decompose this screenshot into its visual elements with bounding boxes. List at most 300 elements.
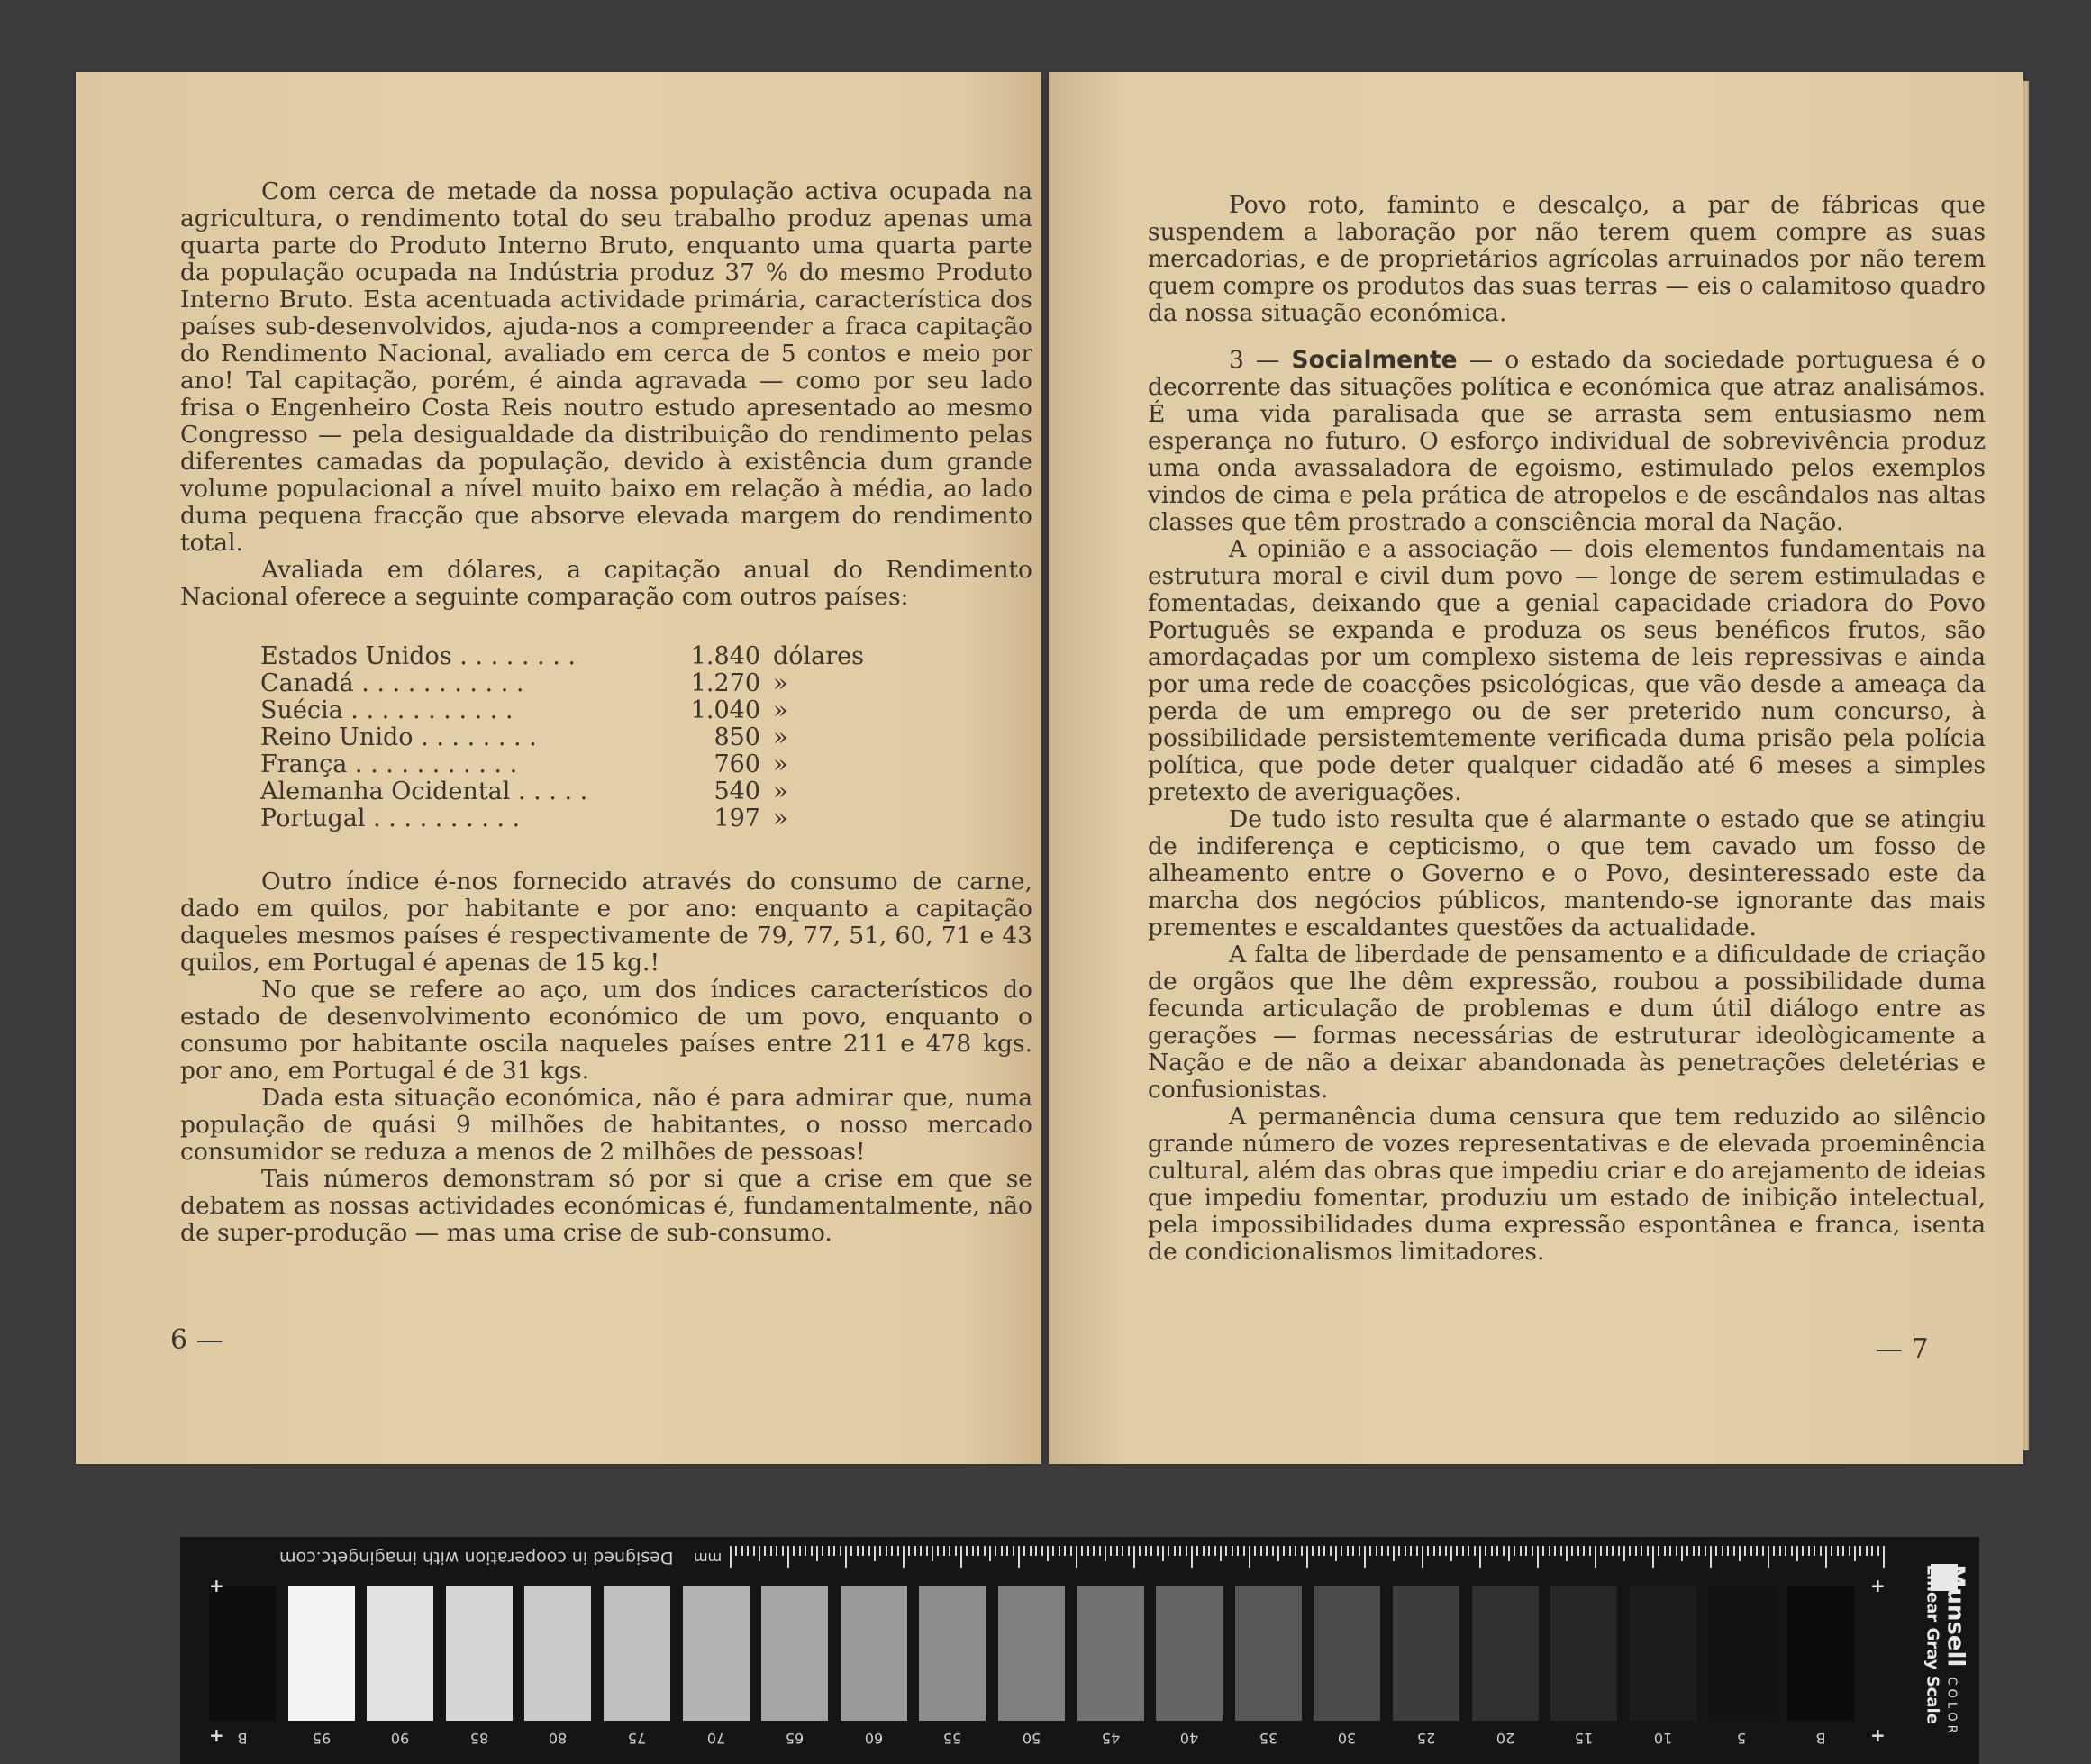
ruler-tick — [1606, 1546, 1608, 1556]
ruler-tick — [1179, 1546, 1181, 1556]
registration-mark: + — [1870, 1575, 1886, 1596]
ruler-tick — [1018, 1546, 1020, 1568]
value-cell: 1.270 — [690, 669, 760, 697]
ruler-tick — [1312, 1546, 1314, 1556]
ruler-tick — [741, 1546, 743, 1556]
paragraph: Com cerca de metade da nossa população activa ocupada na agricultura, o rendimento total do seu trabalho produz apenas uma quarta parte do Produto Interno Bruto, enquanto uma quarta parte da população ocupada na Indústria produz 37 % do mesmo Produto Interno Bruto. Esta acentuada actividade primária, característica dos países sub-desenvolvidos, ajuda-nos a compreender a fraca capitação do Rendimento Nacional, avaliado em cerca de 5 contos e meio por ano! Tal capitação, porém, é ainda agravada — como por seu lado frisa o Engenheiro Costa Reis noutro estudo apresentado ao mesmo Congresso — pela desigualdade da distribuição do rendimento pelas diferentes camadas da população, devido à existência dum grande volume populacional a nível muito baixo em relação à média, ao lado duma pequena fracção que absorve elevada margem do rendimento total. — [180, 177, 1032, 557]
value-cell: 197 — [714, 805, 760, 832]
gray-patch — [761, 1586, 828, 1721]
ruler-tick — [1542, 1546, 1544, 1556]
ruler-tick — [1277, 1546, 1279, 1561]
ruler-tick — [977, 1546, 979, 1556]
patch-label: 20 — [1496, 1730, 1514, 1747]
credit-text: Designed in cooperation with imagingetc.com — [279, 1548, 674, 1568]
munsell-logo — [1923, 1564, 1967, 1744]
ruler-tick — [1508, 1546, 1510, 1561]
ruler-tick — [759, 1546, 760, 1561]
ruler-tick — [857, 1546, 859, 1556]
ruler-tick — [937, 1546, 939, 1556]
ruler-tick — [1318, 1546, 1320, 1556]
gray-patch — [1550, 1586, 1617, 1721]
patch-label: 65 — [786, 1730, 805, 1747]
ruler-tick — [1445, 1546, 1447, 1556]
patch-label: 15 — [1575, 1730, 1594, 1747]
ruler-tick — [897, 1546, 899, 1556]
ruler-tick — [1030, 1546, 1032, 1556]
ruler-tick — [1093, 1546, 1095, 1556]
patch-label: 35 — [1259, 1730, 1277, 1747]
ruler-tick — [1744, 1546, 1746, 1556]
ruler-tick — [1641, 1546, 1642, 1556]
patch-label: 95 — [312, 1730, 331, 1747]
country-cell: Estados Unidos . . . . . . . . — [260, 643, 576, 670]
gray-patch — [1314, 1586, 1380, 1721]
registration-mark: + — [1870, 1724, 1886, 1746]
ruler-tick — [1859, 1546, 1861, 1556]
patch-label: 10 — [1653, 1730, 1672, 1747]
ruler-tick — [1503, 1546, 1505, 1556]
ruler-tick — [1220, 1546, 1222, 1561]
ruler-tick — [1157, 1546, 1159, 1556]
paragraph: Avaliada em dólares, a capitação anual do Rendimento Nacional oferece a seguinte comparação com outros países: — [180, 556, 1032, 611]
ruler-tick — [1064, 1546, 1066, 1556]
ruler-tick — [850, 1546, 852, 1556]
ruler-tick — [1560, 1546, 1562, 1556]
ruler-tick — [1733, 1546, 1735, 1556]
ruler-tick — [1335, 1546, 1337, 1561]
ruler-tick — [1232, 1546, 1233, 1556]
ruler-tick — [1842, 1546, 1844, 1556]
ruler-tick — [753, 1546, 755, 1556]
ruler-tick — [886, 1546, 887, 1556]
unit-cell: » — [773, 669, 788, 697]
ruler-tick — [1681, 1546, 1683, 1561]
ruler-tick — [1341, 1546, 1342, 1556]
ruler-tick — [1301, 1546, 1303, 1556]
ruler-tick — [1762, 1546, 1764, 1556]
paragraph: No que se refere ao aço, um dos índices característicos do estado de desenvolvimento económico de um povo, enquanto o consumo por habitante oscila naqueles países entre 211 e 478 kgs. por ano, em Portugal é de 31 kgs. — [180, 976, 1032, 1085]
ruler-tick — [949, 1546, 950, 1556]
ruler-tick — [1698, 1546, 1700, 1556]
ruler-tick — [1768, 1546, 1769, 1568]
ruler-tick — [1208, 1546, 1210, 1556]
patch-label: 25 — [1416, 1730, 1436, 1747]
ruler-tick — [1214, 1546, 1216, 1556]
ruler-tick — [747, 1546, 749, 1556]
ruler-tick — [1116, 1546, 1118, 1556]
ruler-tick — [1693, 1546, 1695, 1556]
ruler-tick — [1652, 1546, 1654, 1568]
right-page-body — [1148, 192, 1986, 1266]
patch-label: 55 — [943, 1730, 962, 1747]
section-text: — o estado da sociedade portuguesa é o decorrente das situações política e económica que atraz analisámos. É uma vida paralisada que se arrasta sem entusiasmo nem esperança no futuro. O esforço individual de sobrevivência produz uma onda avassaladora de egoismo, estimulado pelos exemplos vindos de cima e pela prática de atropelos e de escândalos nas altas classes que têm prostrado a consciência moral da Nação. — [1148, 346, 1986, 536]
table-row — [260, 751, 891, 778]
ruler-tick — [782, 1546, 784, 1556]
ruler-tick — [793, 1546, 795, 1556]
gray-patch — [1787, 1586, 1854, 1721]
ruler-tick — [1686, 1546, 1688, 1556]
registration-mark: + — [209, 1575, 224, 1596]
ruler-tick — [1059, 1546, 1060, 1556]
gray-patch — [998, 1586, 1065, 1721]
page-number: 6 — — [170, 1324, 223, 1356]
patch-label: 85 — [469, 1730, 488, 1747]
ruler-tick — [879, 1546, 881, 1556]
ruler-tick — [1474, 1546, 1476, 1556]
left-page — [76, 72, 1041, 1464]
gray-scale-card — [180, 1537, 1979, 1764]
ruler-tick — [1623, 1546, 1625, 1561]
ruler-tick — [1496, 1546, 1498, 1556]
ruler-tick — [1710, 1546, 1712, 1568]
unit-cell: » — [773, 750, 788, 778]
ruler-tick — [1306, 1546, 1308, 1568]
value-cell: 1.040 — [690, 696, 760, 724]
ruler-tick — [1664, 1546, 1666, 1556]
ruler-tick — [1433, 1546, 1435, 1556]
ruler-tick — [1122, 1546, 1123, 1556]
ruler-tick — [1070, 1546, 1072, 1556]
ruler-tick — [1520, 1546, 1522, 1556]
ruler-tick — [1023, 1546, 1025, 1556]
ruler-tick — [1549, 1546, 1550, 1556]
patch-label: B — [237, 1730, 248, 1747]
ruler-tick — [1352, 1546, 1354, 1556]
ruler-tick — [1006, 1546, 1008, 1556]
ruler-tick — [1600, 1546, 1602, 1556]
ruler-tick — [828, 1546, 830, 1556]
ruler-tick — [1785, 1546, 1786, 1556]
ruler-tick — [1243, 1546, 1245, 1556]
ruler-tick — [1491, 1546, 1493, 1556]
ruler-tick — [816, 1546, 818, 1561]
ruler-tick — [1191, 1546, 1193, 1568]
ruler-tick — [868, 1546, 870, 1556]
left-page-body-continued — [180, 868, 1032, 1247]
ruler-tick — [1814, 1546, 1815, 1556]
ruler-tick — [1849, 1546, 1850, 1556]
ruler-tick — [735, 1546, 737, 1556]
ruler-tick — [1295, 1546, 1296, 1556]
ruler-tick — [1802, 1546, 1804, 1556]
ruler-tick — [1479, 1546, 1481, 1568]
value-cell: 850 — [714, 723, 760, 751]
ruler-tick — [1381, 1546, 1383, 1556]
ruler-tick — [1087, 1546, 1089, 1556]
page-number: — 7 — [1876, 1333, 1929, 1365]
ruler-tick — [1150, 1546, 1152, 1556]
ruler-tick — [1422, 1546, 1423, 1568]
ruler-tick — [1715, 1546, 1717, 1556]
paragraph: A opinião e a associação — dois elementos fundamentais na estrutura moral e civil dum povo — longe de serem estimuladas e fomentadas, deixando que a genial capacidade criadora do Povo Português se expanda e produza os seus benéficos frutos, são amordaçadas por um complexo sistema de leis repressivas e ainda por uma rede de coacções psicológicas, que vão desde a ameaça da perda de um emprego ou de ser preterido num concurso, à possibilidade persistemtemente verificada duma prisão pela polícia política, que pode deter qualquer cidadão até 6 meses a simples pretexto de averiguações. — [1148, 535, 1986, 806]
gray-patch — [524, 1586, 591, 1721]
ruler-tick — [1369, 1546, 1371, 1556]
ruler-tick — [1174, 1546, 1176, 1556]
ruler-tick — [1779, 1546, 1781, 1556]
ruler-tick — [1323, 1546, 1325, 1556]
ruler-tick — [1260, 1546, 1262, 1556]
ruler-tick — [1139, 1546, 1141, 1556]
gray-patch — [367, 1586, 433, 1721]
ruler-tick — [1105, 1546, 1106, 1561]
ruler-tick — [1883, 1546, 1885, 1568]
patch-label: 60 — [864, 1730, 883, 1747]
table-row — [260, 643, 891, 670]
ruler-tick — [1854, 1546, 1856, 1561]
table-row — [260, 724, 891, 751]
scale-title: Linear Gray Scale — [1923, 1564, 1942, 1724]
ruler-tick — [1612, 1546, 1614, 1556]
unit-cell: » — [773, 805, 788, 832]
ruler-tick — [1462, 1546, 1464, 1556]
unit-cell: » — [773, 696, 788, 724]
ruler-tick — [1825, 1546, 1827, 1568]
brand-sub: C O L O R — [1944, 1677, 1959, 1733]
ruler-tick — [1359, 1546, 1360, 1556]
gray-patch — [288, 1586, 355, 1721]
ruler-tick — [960, 1546, 962, 1568]
ruler-tick — [1283, 1546, 1285, 1556]
unit-cell: » — [773, 723, 788, 751]
mm-ruler — [730, 1546, 1892, 1571]
income-comparison-table — [260, 643, 891, 832]
ruler-tick — [1658, 1546, 1659, 1556]
ruler-tick — [1128, 1546, 1130, 1556]
gray-patch — [1630, 1586, 1696, 1721]
ruler-tick — [1052, 1546, 1054, 1556]
ruler-tick — [1393, 1546, 1395, 1561]
ruler-tick — [1410, 1546, 1412, 1556]
right-page — [1049, 72, 2023, 1464]
ruler-tick — [787, 1546, 789, 1568]
patch-label: 45 — [1101, 1730, 1120, 1747]
table-row — [260, 778, 891, 805]
ruler-tick — [1225, 1546, 1227, 1556]
ruler-tick — [1081, 1546, 1083, 1556]
ruler-tick — [1162, 1546, 1164, 1561]
patch-label: 75 — [627, 1730, 647, 1747]
country-cell: Portugal . . . . . . . . . . — [260, 805, 521, 832]
patch-label: 90 — [391, 1730, 410, 1747]
paragraph: De tudo isto resulta que é alarmante o estado que se atingiu de indiferença e cepticismo, o que tem cavado um fosso de alheamento entre o Governo e o Povo, desinteressado este da marcha dos negócios públicos, mantendo-se ignorante das mais prementes e escaldantes questões da actualidade. — [1148, 805, 1986, 941]
ruler-tick — [1416, 1546, 1418, 1556]
ruler-tick — [1525, 1546, 1527, 1556]
ruler-tick — [926, 1546, 928, 1556]
ruler-tick — [903, 1546, 905, 1568]
ruler-tick — [1203, 1546, 1205, 1556]
ruler-tick — [1347, 1546, 1349, 1556]
gray-patch — [209, 1586, 276, 1721]
country-cell: Suécia . . . . . . . . . . . — [260, 697, 514, 724]
section-number: 3 — — [1229, 346, 1292, 374]
patch-label: 30 — [1338, 1730, 1357, 1747]
ruler-tick — [1439, 1546, 1441, 1556]
ruler-tick — [1773, 1546, 1775, 1556]
gray-patch — [1393, 1586, 1459, 1721]
ruler-tick — [989, 1546, 991, 1561]
ruler-tick — [1791, 1546, 1793, 1556]
ruler-tick — [1133, 1546, 1135, 1568]
ruler-tick — [1796, 1546, 1798, 1561]
ruler-tick — [966, 1546, 968, 1556]
gray-patch — [1472, 1586, 1539, 1721]
ruler-tick — [914, 1546, 916, 1556]
ruler-tick — [1398, 1546, 1400, 1556]
patch-label: 5 — [1737, 1730, 1747, 1747]
ruler-tick — [1629, 1546, 1631, 1556]
ruler-tick — [1727, 1546, 1729, 1556]
ruler-tick — [1589, 1546, 1591, 1556]
ruler-tick — [840, 1546, 841, 1556]
ruler-tick — [1001, 1546, 1003, 1556]
ruler-tick — [1756, 1546, 1758, 1556]
ruler-tick — [1237, 1546, 1239, 1556]
ruler-tick — [1450, 1546, 1452, 1561]
gray-patch — [1156, 1586, 1223, 1721]
gray-patch — [604, 1586, 670, 1721]
ruler-tick — [1583, 1546, 1585, 1556]
paragraph: A permanência duma censura que tem reduzido ao silêncio grande número de vozes representativas e de elevada proeminência cultural, além das obras que impediu criar e do arejamento de ideias que impediu fomentar, produziu um estado de inibição intelectual, pela impossibilidades duma expressão espontânea e franca, isenta de condicionalismos limitadores. — [1148, 1103, 1986, 1266]
ruler-tick — [943, 1546, 945, 1556]
ruler-tick — [1647, 1546, 1649, 1556]
ruler-tick — [1168, 1546, 1169, 1556]
patch-label: 70 — [706, 1730, 725, 1747]
ruler-tick — [1186, 1546, 1187, 1556]
gray-patch — [446, 1586, 513, 1721]
ruler-tick — [1514, 1546, 1515, 1556]
ruler-tick — [770, 1546, 772, 1556]
ruler-tick — [845, 1546, 847, 1568]
paragraph: Tais números demonstram só por si que a crise em que se debatem as nossas actividades económicas é, fundamentalmente, não de super-produção — mas uma crise de sub-consumo. — [180, 1165, 1032, 1247]
ruler-tick — [1837, 1546, 1839, 1556]
ruler-tick — [764, 1546, 766, 1556]
section-paragraph — [1148, 347, 1986, 536]
patch-label: B — [1815, 1730, 1826, 1747]
ruler-tick — [1249, 1546, 1250, 1568]
patch-label: 50 — [1022, 1730, 1041, 1747]
ruler-tick — [874, 1546, 876, 1561]
ruler-tick — [1047, 1546, 1049, 1561]
ruler-unit: mm — [694, 1550, 723, 1567]
brand-name: Munsell — [1941, 1564, 1969, 1668]
paragraph: Outro índice é-nos fornecido através do consumo de carne, dado em quilos, por habitante e por ano: enquanto a capitação daqueles mesmos países é respectivamente de 79, 77, 51, 60, 71 e 43 quilos, em Portugal é apenas de 15 kg.! — [180, 868, 1032, 977]
ruler-tick — [1669, 1546, 1671, 1556]
table-row — [260, 697, 891, 724]
ruler-tick — [1427, 1546, 1429, 1556]
ruler-tick — [891, 1546, 893, 1556]
ruler-tick — [955, 1546, 957, 1556]
ruler-tick — [862, 1546, 864, 1556]
brand-text — [1923, 1565, 1969, 1736]
ruler-tick — [1456, 1546, 1458, 1556]
ruler-tick — [995, 1546, 996, 1556]
ruler-tick — [1376, 1546, 1377, 1556]
ruler-tick — [1554, 1546, 1556, 1556]
ruler-tick — [1266, 1546, 1268, 1556]
ruler-tick — [1566, 1546, 1568, 1561]
ruler-tick — [984, 1546, 986, 1556]
ruler-tick — [776, 1546, 777, 1556]
country-cell: França . . . . . . . . . . . — [260, 751, 518, 778]
patch-label: 80 — [549, 1730, 568, 1747]
ruler-tick — [1808, 1546, 1810, 1556]
ruler-tick — [1041, 1546, 1043, 1556]
gray-patch — [919, 1586, 986, 1721]
registration-mark: + — [209, 1724, 224, 1746]
ruler-tick — [1705, 1546, 1706, 1556]
table-row — [260, 805, 891, 832]
ruler-tick — [1820, 1546, 1822, 1556]
paragraph: Dada esta situação económica, não é para admirar que, numa população de quási 9 milhões de habitantes, o nosso mercado consumidor se reduza a menos de 2 milhões de pessoas! — [180, 1084, 1032, 1166]
ruler-tick — [1387, 1546, 1389, 1556]
ruler-tick — [1739, 1546, 1741, 1561]
ruler-tick — [908, 1546, 910, 1556]
ruler-tick — [1364, 1546, 1366, 1568]
ruler-tick — [932, 1546, 933, 1561]
value-cell: 1.840 — [690, 642, 760, 670]
ruler-tick — [822, 1546, 823, 1556]
ruler-tick — [1635, 1546, 1637, 1556]
ruler-tick — [730, 1546, 732, 1568]
ruler-tick — [1676, 1546, 1677, 1556]
ruler-tick — [1254, 1546, 1256, 1556]
paragraph: Povo roto, faminto e descalço, a par de fábricas que suspendem a laboração por não terem quem compre as suas mercadorias, e de proprietários agrícolas arruinados por não terem quem compre os produtos das suas terras — eis o calamitoso quadro da nossa situação económica. — [1148, 191, 1986, 327]
ruler-tick — [1110, 1546, 1112, 1556]
gray-patch — [1077, 1586, 1144, 1721]
value-cell: 760 — [714, 750, 760, 778]
ruler-tick — [1537, 1546, 1539, 1568]
ruler-tick — [1289, 1546, 1291, 1556]
ruler-tick — [1405, 1546, 1406, 1556]
ruler-tick — [1532, 1546, 1533, 1556]
ruler-tick — [1866, 1546, 1868, 1556]
ruler-tick — [1468, 1546, 1469, 1556]
gray-patch — [1708, 1586, 1775, 1721]
ruler-tick — [811, 1546, 813, 1556]
ruler-tick — [799, 1546, 801, 1556]
left-page-body — [180, 178, 1032, 611]
ruler-tick — [1485, 1546, 1486, 1556]
country-cell: Reino Unido . . . . . . . . — [260, 724, 537, 751]
ruler-tick — [1145, 1546, 1147, 1556]
gray-patch — [841, 1586, 907, 1721]
ruler-tick — [972, 1546, 974, 1556]
ruler-tick — [1722, 1546, 1723, 1556]
unit-cell: » — [773, 777, 788, 805]
ruler-tick — [1618, 1546, 1620, 1556]
ruler-tick — [1571, 1546, 1573, 1556]
ruler-tick — [833, 1546, 835, 1556]
ruler-tick — [1831, 1546, 1832, 1556]
ruler-tick — [1272, 1546, 1274, 1556]
unit-cell: dólares — [773, 642, 865, 670]
ruler-tick — [1877, 1546, 1879, 1556]
table-row — [260, 670, 891, 697]
ruler-tick — [1013, 1546, 1014, 1556]
ruler-tick — [1076, 1546, 1077, 1568]
ruler-tick — [805, 1546, 806, 1556]
ruler-tick — [1330, 1546, 1332, 1556]
country-cell: Canadá . . . . . . . . . . . — [260, 670, 524, 697]
value-cell: 540 — [714, 777, 760, 805]
paragraph: A falta de liberdade de pensamento e a dificuldade de criação de orgãos que lhe dêm expressão, roubou a possibilidade duma fecunda articulação de problemas e dum útil diálogo entre as gerações — formas necessárias de estruturar ideològicamente a Nação e de não a deixar abandonada às penetrações deletérias e confusionistas. — [1148, 941, 1986, 1104]
section-title: Socialmente — [1291, 346, 1458, 374]
ruler-tick — [1035, 1546, 1037, 1556]
country-cell: Alemanha Ocidental . . . . . — [260, 778, 588, 805]
ruler-tick — [1577, 1546, 1579, 1556]
ruler-tick — [1099, 1546, 1101, 1556]
gray-patch — [1235, 1586, 1302, 1721]
